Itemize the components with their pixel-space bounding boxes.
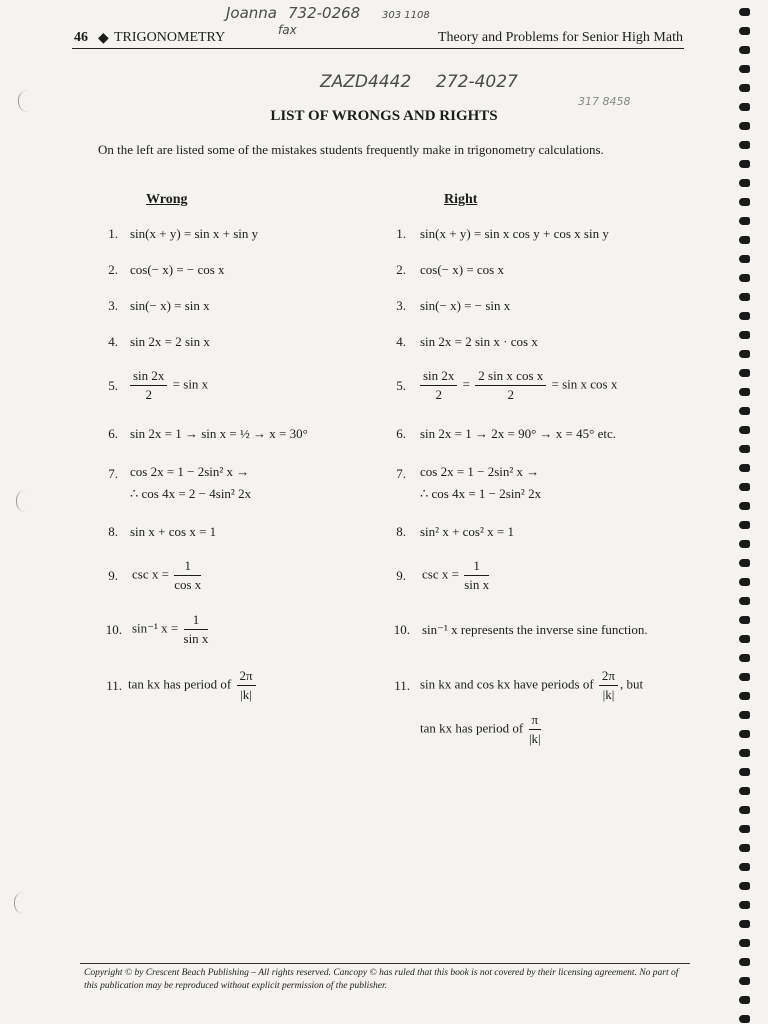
wrong-1: sin(x + y) = sin x + sin y [130, 226, 259, 241]
spiral-ring [739, 787, 750, 795]
fraction-denominator: |k| [528, 731, 541, 746]
spiral-ring [739, 369, 750, 377]
margin-mark [14, 892, 25, 914]
spiral-ring [739, 198, 750, 206]
right-9 [422, 558, 491, 593]
spiral-ring [739, 711, 750, 719]
spiral-ring [739, 122, 750, 130]
fraction-numerator: 2 sin x cos x [475, 368, 546, 386]
fraction-denominator: 2 [507, 387, 515, 402]
fraction [237, 668, 256, 703]
spiral-ring [739, 559, 750, 567]
wrong-10 [132, 612, 210, 647]
spiral-ring [739, 806, 750, 814]
spiral-ring [739, 217, 750, 225]
wrong-column-header: Wrong [146, 192, 188, 207]
fraction-numerator: sin 2x [420, 368, 457, 386]
item-number: 11. [106, 678, 122, 693]
fraction [174, 558, 201, 593]
spiral-ring [739, 179, 750, 187]
wrong-5-rhs: = sin x [172, 376, 209, 392]
wrong-2: cos(− x) = − cos x [130, 262, 225, 277]
wrong-3: sin(− x) = sin x [130, 298, 210, 313]
spiral-ring [739, 27, 750, 35]
spiral-ring [739, 996, 750, 1004]
fraction-numerator: π [529, 712, 542, 730]
item-number: 5. [108, 378, 118, 393]
right-11b-text: tan kx has period of [420, 720, 524, 736]
handwritten-phone-2: 272-4027 [436, 72, 518, 92]
item-number: 7. [108, 466, 118, 481]
item-number: 8. [108, 524, 118, 539]
right-5 [418, 368, 617, 403]
handwritten-phone-small: 303 1108 [382, 10, 430, 21]
spiral-ring [739, 236, 750, 244]
item-number: 9. [396, 568, 406, 583]
fraction [529, 712, 542, 747]
spiral-ring [739, 160, 750, 168]
spiral-ring [739, 350, 750, 358]
wrong-10-lhs: sin⁻¹ x = [132, 620, 179, 636]
spiral-ring [739, 730, 750, 738]
fraction-denominator: |k| [602, 687, 615, 702]
wrong-11 [128, 668, 258, 703]
handwritten-name: Joanna [226, 4, 277, 22]
spiral-ring [739, 502, 750, 510]
item-number: 6. [396, 426, 406, 441]
spiral-ring [739, 578, 750, 586]
margin-mark [16, 490, 27, 512]
right-8: sin² x + cos² x = 1 [420, 524, 514, 539]
copyright-footer: Copyright © by Crescent Beach Publishing – All rights reserved. Cancopy © has ruled that this book is not covered by their licensing agreement. No part of this publication may be reproduced without explicit permission of the publisher. [84, 968, 679, 991]
spiral-ring [739, 844, 750, 852]
right-11a-tail: , but [620, 676, 644, 692]
wrong-6: sin 2x = 1 → sin x = ½ → x = 30° [130, 426, 308, 441]
fraction [464, 558, 489, 593]
spiral-ring [739, 825, 750, 833]
item-number: 10. [393, 622, 410, 637]
spiral-ring [739, 521, 750, 529]
right-4: sin 2x = 2 sin x · cos x [420, 334, 538, 349]
fraction-numerator: 1 [174, 558, 201, 576]
margin-mark [18, 90, 29, 112]
fraction-numerator: sin 2x [130, 368, 167, 386]
wrong-11-text: tan kx has period of [128, 676, 232, 692]
spiral-ring [739, 673, 750, 681]
spiral-ring [739, 977, 750, 985]
right-3: sin(− x) = − sin x [420, 298, 511, 313]
right-11a [420, 668, 643, 703]
right-11b [420, 712, 543, 747]
handwritten-note: fax [278, 23, 297, 37]
item-number: 6. [108, 426, 118, 441]
fraction-numerator: 1 [184, 612, 209, 630]
fraction-numerator: 2π [237, 668, 256, 686]
spiral-ring [739, 882, 750, 890]
item-number: 9. [108, 568, 118, 583]
item-number: 7. [396, 466, 406, 481]
spiral-ring [739, 958, 750, 966]
spiral-ring [739, 749, 750, 757]
spiral-ring [739, 65, 750, 73]
spiral-ring [739, 331, 750, 339]
wrong-9 [132, 558, 203, 593]
spiral-ring [739, 483, 750, 491]
right-7b: ∴ cos 4x = 1 − 2sin² 2x [420, 486, 542, 501]
right-10: sin⁻¹ x represents the inverse sine function. [422, 622, 648, 637]
item-number: 4. [396, 334, 406, 349]
fraction-numerator: 1 [464, 558, 489, 576]
spiral-ring [739, 103, 750, 111]
spiral-ring [739, 274, 750, 282]
fraction [130, 368, 167, 403]
fraction-denominator: cos x [174, 577, 202, 592]
spiral-ring [739, 863, 750, 871]
fraction [599, 668, 618, 703]
spiral-ring [739, 84, 750, 92]
spiral-ring [739, 255, 750, 263]
intro-text: On the left are listed some of the mistakes students frequently make in trigonometry calculations. [98, 142, 604, 157]
diamond-icon: ◆ [98, 31, 109, 46]
right-2: cos(− x) = cos x [420, 262, 504, 277]
item-number: 2. [108, 262, 118, 277]
item-number: 10. [105, 622, 122, 637]
fraction [420, 368, 457, 403]
right-9-lhs: csc x = [422, 566, 459, 582]
right-5-equals: = [462, 376, 471, 392]
fraction [184, 612, 209, 647]
handwritten-phone-3: 317 8458 [578, 95, 631, 108]
fraction-denominator: |k| [240, 687, 252, 702]
item-number: 1. [396, 226, 406, 241]
right-11a-text: sin kx and cos kx have periods of [420, 676, 594, 692]
spiral-ring [739, 654, 750, 662]
spiral-ring [739, 8, 750, 16]
spiral-ring [739, 692, 750, 700]
wrong-7a: cos 2x = 1 − 2sin² x → [130, 464, 250, 479]
handwritten-phone: 732-0268 [288, 4, 361, 22]
spiral-ring [739, 901, 750, 909]
item-number: 3. [396, 298, 406, 313]
item-number: 11. [394, 678, 410, 693]
right-column-header: Right [444, 192, 478, 207]
spiral-ring [739, 616, 750, 624]
page-title: LIST OF WRONGS AND RIGHTS [270, 108, 498, 124]
spiral-ring [739, 920, 750, 928]
fraction-denominator: 2 [435, 387, 442, 402]
spiral-ring [739, 1015, 750, 1023]
right-1: sin(x + y) = sin x cos y + cos x sin y [420, 226, 609, 241]
spiral-ring [739, 388, 750, 396]
spiral-ring [739, 312, 750, 320]
item-number: 4. [108, 334, 118, 349]
spiral-ring [739, 464, 750, 472]
spiral-ring [739, 768, 750, 776]
spiral-ring [739, 635, 750, 643]
fraction [475, 368, 546, 403]
item-number: 5. [396, 378, 406, 393]
right-6: sin 2x = 1 → 2x = 90° → x = 45° etc. [420, 426, 616, 441]
item-number: 3. [108, 298, 118, 313]
spiral-ring [739, 407, 750, 415]
right-5-rhs: = sin x cos x [551, 376, 618, 392]
item-number: 2. [396, 262, 406, 277]
spiral-ring [739, 46, 750, 54]
page-number: 46 [74, 30, 88, 45]
footer-rule [80, 963, 690, 964]
spiral-ring [739, 426, 750, 434]
wrong-4: sin 2x = 2 sin x [130, 334, 210, 349]
right-7a: cos 2x = 1 − 2sin² x → [420, 464, 540, 479]
wrong-9-lhs: csc x = [132, 566, 169, 582]
section-title: TRIGONOMETRY [114, 30, 226, 45]
fraction-denominator: 2 [145, 387, 152, 402]
wrong-5 [128, 368, 208, 403]
item-number: 1. [108, 226, 118, 241]
handwritten-scribble: ZAZD4442 [320, 72, 412, 92]
fraction-numerator: 2π [599, 668, 618, 686]
book-title: Theory and Problems for Senior High Math [438, 30, 683, 45]
spiral-ring [739, 445, 750, 453]
wrong-8: sin x + cos x = 1 [130, 524, 217, 539]
item-number: 8. [396, 524, 406, 539]
header-rule [72, 48, 684, 49]
spiral-ring [739, 597, 750, 605]
spiral-ring [739, 540, 750, 548]
fraction-denominator: sin x [183, 631, 209, 646]
wrong-7b: ∴ cos 4x = 2 − 4sin² 2x [130, 486, 252, 501]
spiral-ring [739, 293, 750, 301]
spiral-ring [739, 141, 750, 149]
spiral-ring [739, 939, 750, 947]
fraction-denominator: sin x [464, 577, 490, 592]
